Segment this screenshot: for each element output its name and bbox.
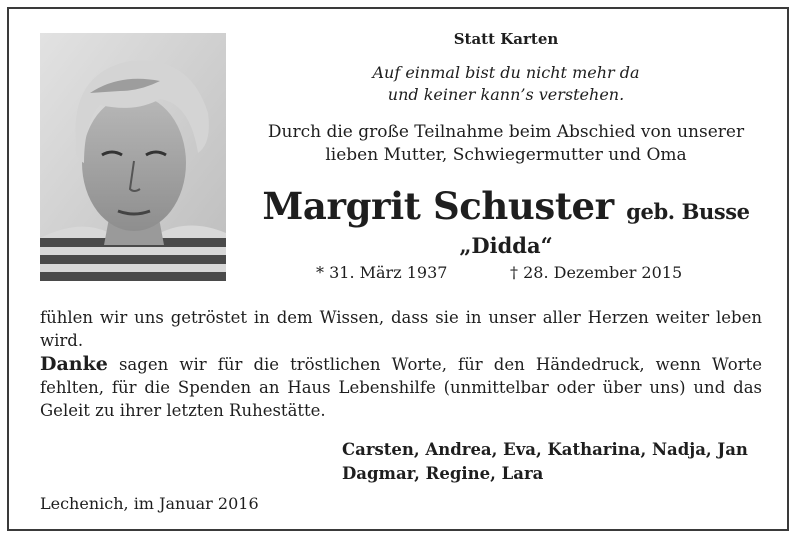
statt-karten-heading: Statt Karten (453, 30, 559, 48)
portrait-photo (40, 33, 226, 281)
intro-line: lieben Mutter, Schwiegermutter und Oma (325, 145, 687, 165)
life-dates (316, 263, 696, 287)
poem-line: und keiner kann’s verstehen. (387, 85, 625, 104)
poem-verse (236, 62, 776, 106)
deceased-name: Margrit Schuster (262, 184, 614, 228)
thanks-paragraph-2-text: sagen wir für die tröstlichen Worte, für den Händedruck, wenn Worte fehlten, für die Spenden an Haus Lebenshilfe (unmittelbar oder über uns) und das Geleit zu ihrer letzten Ruhestätte. (40, 355, 762, 420)
nickname: „Didda“ (459, 233, 553, 258)
danke-word: Danke (40, 353, 108, 375)
deceased-name-line (236, 184, 776, 234)
birth-name: geb. Busse (626, 199, 750, 224)
poem-line: Auf einmal bist du nicht mehr da (372, 63, 640, 82)
place-date: Lechenich, im Januar 2016 (40, 494, 259, 513)
family-signoff (342, 438, 764, 486)
thanks-paragraph-2 (40, 353, 762, 422)
intro-text (236, 121, 776, 167)
signoff-line: Carsten, Andrea, Eva, Katharina, Nadja, Jan (342, 440, 748, 459)
signoff-line: Dagmar, Regine, Lara (342, 464, 544, 483)
thanks-paragraph-1: fühlen wir uns getröstet in dem Wissen, dass sie in unser aller Herzen weiter leben wird. (40, 308, 762, 350)
birth-date: * 31. März 1937 (316, 263, 448, 282)
intro-line: Durch die große Teilnahme beim Abschied von unserer (267, 122, 745, 142)
death-date: † 28. Dezember 2015 (510, 263, 683, 282)
